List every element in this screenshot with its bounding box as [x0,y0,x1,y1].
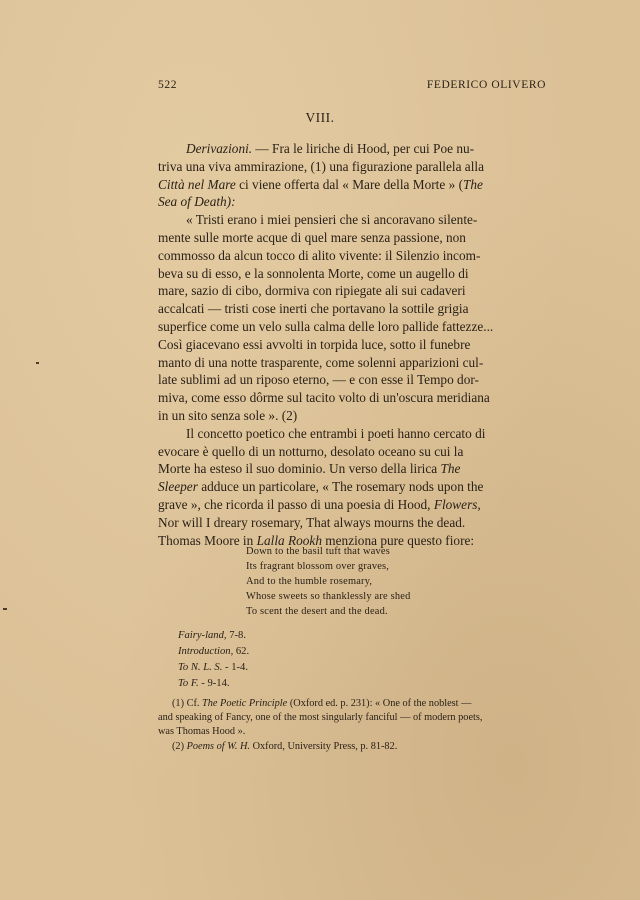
text-span: Morte ha esteso il suo dominio. Un verso della lirica [158,461,441,477]
title-citta-nel-mare: Città nel Mare [158,176,236,192]
poem-line: And to the humble rosemary, [246,576,373,587]
reference-note [178,644,378,660]
poem-line: Its fragrant blossom over graves, [246,561,390,572]
text-span: Oxford, University Press, p. 81-82. [250,740,398,752]
paragraph-concetto [158,425,546,550]
footnote-1-line-2: and speaking of Fancy, one of the most singularly fanciful — of modern poets, [158,712,483,724]
reference-note [178,660,378,676]
text-line [158,496,546,514]
note-ref: - 1-4. [222,662,248,673]
title-poems-of-wh: Poems of W. H. [186,740,250,752]
title-poetic-principle: The Poetic Principle [202,698,288,709]
text-span: menziona pure questo fiore: [321,532,475,548]
quote-line: in un sito senza sole ». (2) [158,407,298,423]
text-span: grave », che ricorda il passo di una poesia di Hood, [158,496,434,512]
section-title: VIII. [305,110,335,125]
footnote-2 [158,740,546,754]
text-line: Il concetto poetico che entrambi i poeti hanno cercato di [186,425,486,441]
text-span: (Oxford ed. p. 231): « One of the noblest — [287,698,472,709]
margin-speck [36,362,39,364]
note-ref: 7-8. [226,630,246,641]
note-title: Fairy-land, [178,630,227,641]
quote-line: beva su di esso, e la sonnolenta Morte, come un augello di [158,265,469,281]
quote-line: miva, come esso dôrme sul tacito volto di un'oscura meridiana [158,390,490,406]
title-lalla-rookh: Lalla Rookh [256,532,322,548]
text-line: evocare è quello di un notturno, desolato oceano su cui la [158,443,464,459]
text-span: adduce un particolare, « The rosemary nods upon the [197,479,484,495]
note-title: Introduction, [178,646,234,657]
text-line [158,176,546,194]
quotation-block [158,211,546,425]
text-span: — Fra le liriche di Hood, per cui Poe nu- [252,141,475,156]
text-span: ci viene offerta dal « Mare della Morte » ( [235,176,463,192]
lead-italic: Derivazioni. [186,141,253,156]
quote-line: manto di una notte trasparente, come solenni apparizioni cul- [158,354,484,370]
text-line: Nor will I dreary rosemary, That always mourns the dead. [158,514,466,530]
footnotes [158,697,546,754]
paragraph-derivazioni [158,140,546,158]
poem-excerpt [246,544,526,619]
reference-notes [178,628,378,692]
footnote-1-line-3: was Thomas Hood ». [158,726,246,738]
text-line [158,460,546,478]
note-ref: - 9-14. [198,678,230,689]
text-line [158,140,546,158]
text-span: (2) [172,740,187,752]
main-text [158,140,546,549]
quote-line: mente sulle morte acque di quel mare senza passione, non [158,229,466,245]
text-line [158,478,546,496]
poem-line: Down to the basil tuft that waves [246,546,390,557]
quote-line: superfice come un velo sulla calma delle loro pallide fattezze... [158,318,494,334]
quote-line: accalcati — tristi cose inerti che portavano la sottile grigia [158,301,469,317]
text-span: (1) Cf. [172,698,203,709]
text-line: triva una viva ammirazione, (1) una figurazione parallela alla [158,158,484,174]
quote-line: Così giacevano essi avvolti in torpida luce, sotto il funebre [158,336,471,352]
quote-line: late sublimi ad un riposo eterno, — e con esse il Tempo dor- [158,372,479,388]
poem-line: Whose sweets so thanklessly are shed [246,591,411,602]
reference-note [178,628,378,644]
quote-line: mare, sazio di cibo, dormiva con ripiegate ali sui cadaveri [158,283,466,299]
note-title: To N. L. S. [178,662,223,673]
text-span: Thomas Moore in [158,532,257,548]
title-the-sleeper-2: Sleeper [158,479,198,495]
title-the-sleeper-1: The [440,461,461,477]
running-head: FEDERICO OLIVERO [426,79,546,91]
reference-note [178,676,378,692]
note-title: To F. [178,678,199,689]
quote-line: « Tristi erano i miei pensieri che si ancoravano silente- [186,212,478,228]
poem-line: To scent the desert and the dead. [246,606,388,617]
title-the: The [463,176,483,192]
note-ref: 62. [233,646,250,657]
page-number: 522 [158,79,178,91]
quote-line: commosso da alcun tocco di alito vivente: il Silenzio incom- [158,247,481,263]
margin-speck [3,608,7,610]
title-flowers: Flowers, [433,496,481,512]
footnote-1-line-1 [158,697,546,711]
page-header [158,79,546,95]
title-sea-of-death: Sea of Death): [158,194,236,210]
